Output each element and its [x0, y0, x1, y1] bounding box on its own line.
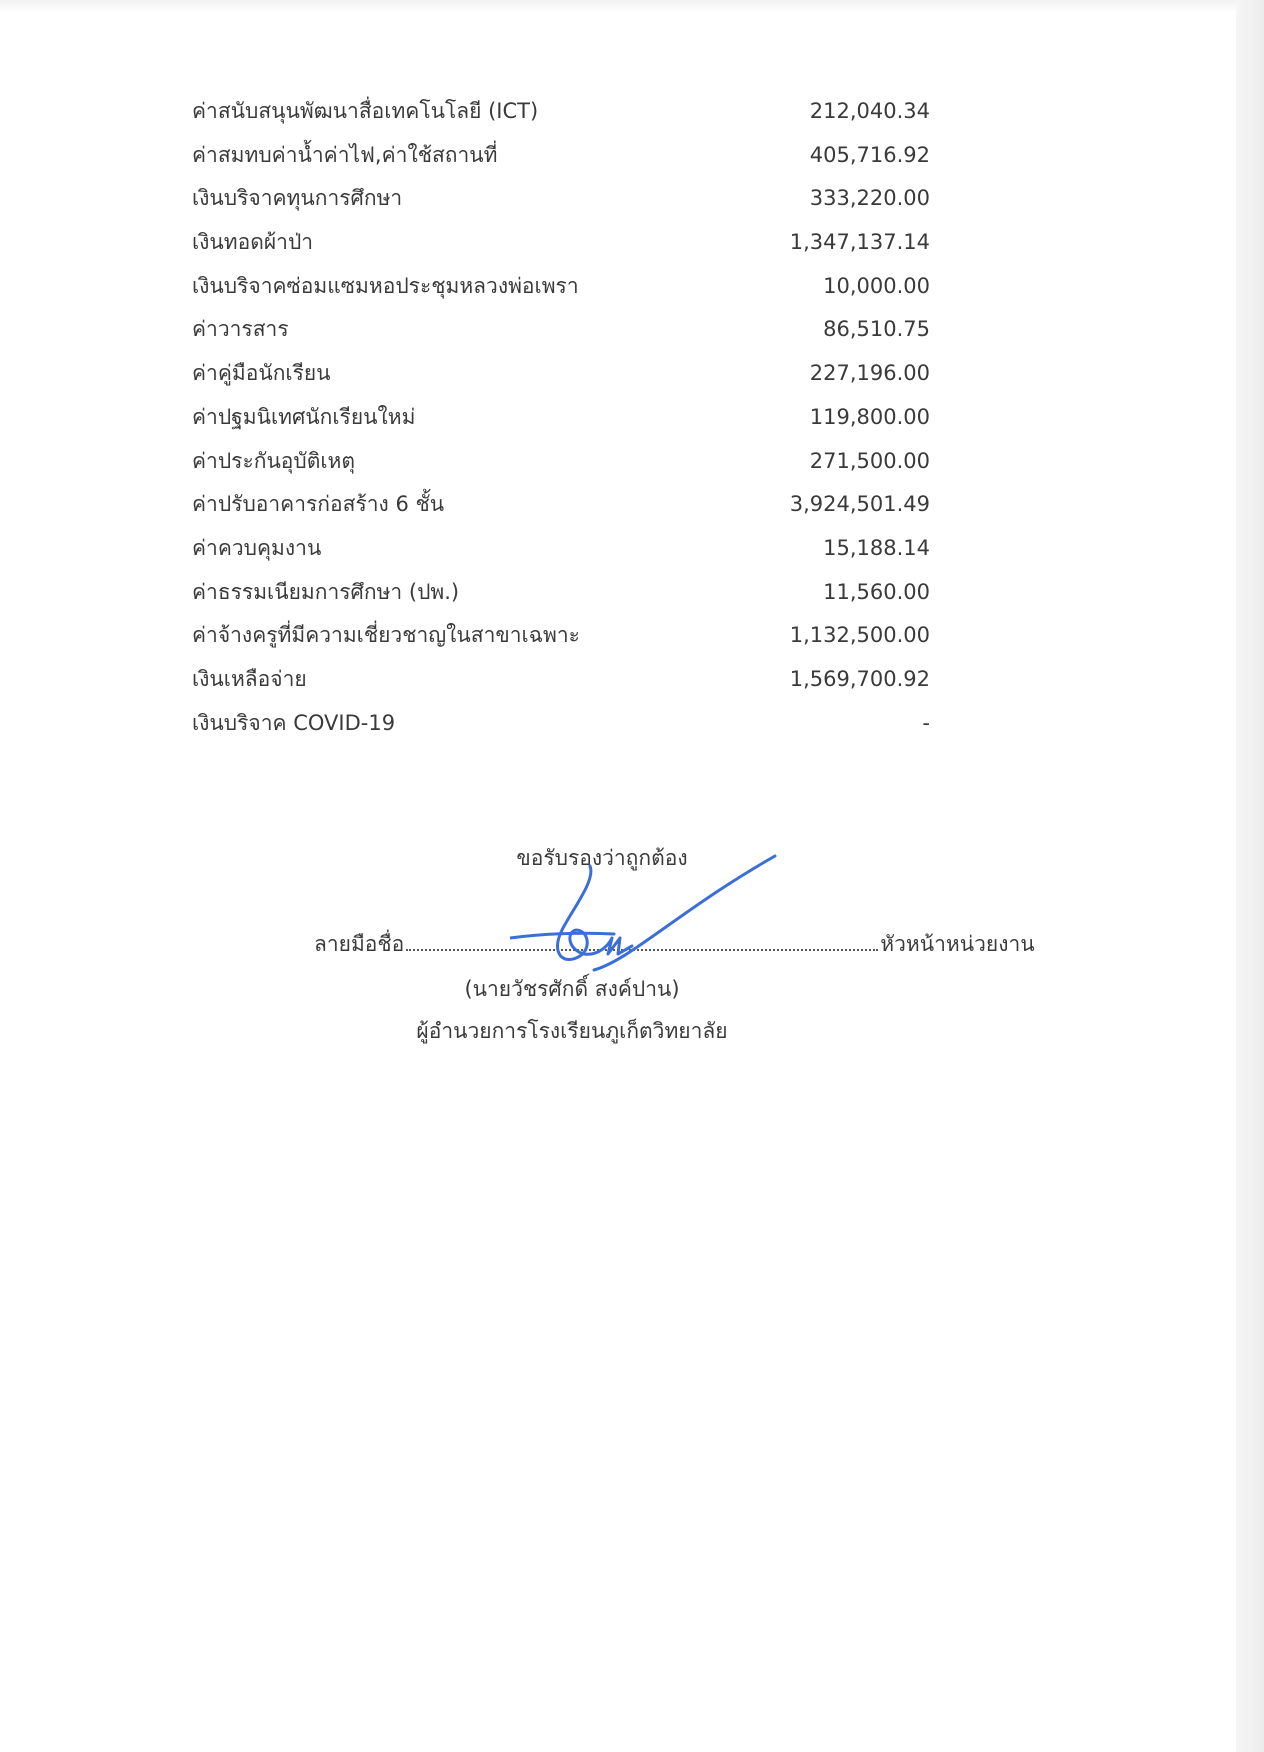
item-label: ค่าสนับสนุนพัฒนาสื่อเทคโนโลยี (ICT)	[192, 99, 539, 123]
item-amount: 3,924,501.49	[789, 492, 930, 517]
item-amount: 227,196.00	[809, 361, 930, 386]
item-label: ค่าจ้างครูที่มีความเชี่ยวชาญในสาขาเฉพาะ	[192, 623, 580, 648]
signer-name: (นายวัชรศักดิ์ สงค์ปาน)	[464, 977, 680, 1001]
list-item	[192, 664, 936, 708]
signature-label: ลายมือชื่อ	[314, 932, 405, 956]
list-item	[192, 358, 936, 402]
certification-note: ขอรับรองว่าถูกต้อง	[516, 846, 688, 870]
handwritten-signature	[510, 850, 780, 990]
item-label: เงินบริจาคทุนการศึกษา	[192, 186, 403, 211]
item-label: ค่าธรรมเนียมการศึกษา (ปพ.)	[192, 579, 460, 604]
scan-right-edge	[1236, 0, 1264, 1752]
item-amount: 405,716.92	[809, 142, 930, 167]
item-amount: 86,510.75	[823, 317, 930, 342]
list-item	[192, 708, 936, 752]
item-amount: 11,560.00	[823, 579, 930, 604]
item-label: เงินบริจาค COVID-19	[192, 710, 396, 735]
list-item	[192, 96, 936, 140]
list-item	[192, 577, 936, 621]
item-amount: 271,500.00	[809, 448, 930, 473]
expense-list	[192, 96, 936, 751]
list-item	[192, 314, 936, 358]
item-amount: 333,220.00	[809, 186, 930, 211]
item-amount: 10,000.00	[823, 273, 930, 298]
item-label: ค่าปฐมนิเทศนักเรียนใหม่	[192, 404, 416, 429]
list-item	[192, 227, 936, 271]
item-label: เงินเหลือจ่าย	[192, 666, 307, 691]
item-label: ค่าสมทบค่าน้ำค่าไฟ,ค่าใช้สถานที่	[192, 142, 498, 167]
list-item	[192, 446, 936, 490]
item-amount: 212,040.34	[809, 99, 930, 123]
list-item	[192, 489, 936, 533]
item-label: ค่าประกันอุบัติเหตุ	[192, 448, 356, 473]
list-item	[192, 271, 936, 315]
item-label: ค่าคู่มือนักเรียน	[192, 361, 331, 386]
item-amount: 1,569,700.92	[789, 666, 930, 691]
list-item	[192, 533, 936, 577]
list-item	[192, 620, 936, 664]
scan-top-shadow	[0, 0, 1264, 12]
list-item	[192, 183, 936, 227]
item-amount: -	[922, 710, 930, 735]
item-amount: 1,132,500.00	[789, 623, 930, 648]
list-item	[192, 402, 936, 446]
list-item	[192, 140, 936, 184]
item-label: ค่าปรับอาคารก่อสร้าง 6 ชั้น	[192, 492, 445, 517]
signature-suffix: หัวหน้าหน่วยงาน	[880, 932, 1035, 956]
item-label: เงินทอดผ้าป่า	[192, 230, 314, 255]
item-amount: 1,347,137.14	[789, 230, 930, 255]
item-label: ค่าควบคุมงาน	[192, 535, 322, 560]
item-label: ค่าวารสาร	[192, 317, 289, 342]
item-amount: 15,188.14	[823, 535, 930, 560]
signer-position: ผู้อำนวยการโรงเรียนภูเก็ตวิทยาลัย	[416, 1019, 728, 1043]
item-amount: 119,800.00	[809, 404, 930, 429]
item-label: เงินบริจาคซ่อมแซมหอประชุมหลวงพ่อเพรา	[192, 273, 579, 298]
